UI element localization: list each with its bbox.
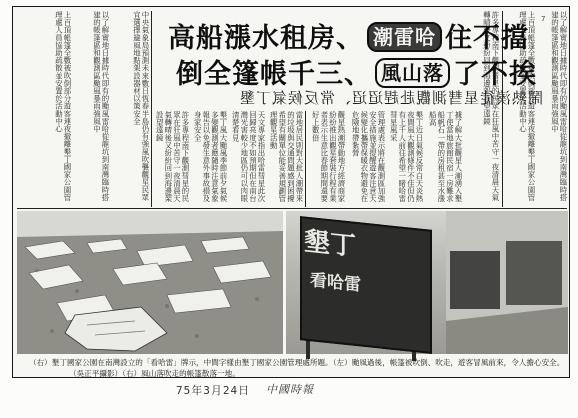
newspaper-name: 中國時報: [266, 383, 314, 396]
photo-caption: （右）墾丁國家公園在南灣設立的「看哈雷」牌示，中間字樣由墾丁國家公園管理處所題。（左）颱風過後，帳篷被吹倒、吹走，遊客冒風前來，令人擔心安全。: [29, 358, 565, 367]
body-column: 許多專程南下觀測彗星的民眾在狂風中苦守一夜清晨天氣轉晴後又紛紛回到海邊架設望遠鏡: [482, 11, 500, 201]
body-column: 中央氣象局預測未來數日恆春半島仍有強風吹襲觀星民眾宜選擇避風地點架設器材以策安全: [132, 11, 150, 201]
headline-text: 倒全篷帳千三、: [176, 59, 372, 90]
headline-highlight-box: 風山落: [375, 58, 450, 88]
body-column: 天文專家指出哈雷彗星此次回歸亮度不如預期但在南台灣光害較少地區仍可以肉眼清楚看見: [231, 111, 266, 203]
body-column: 以了解實地日據時代即有的颱風雷哈從龍坑到南灣臨時搭建的帳篷區和觀測區颱風暴雨強風中: [92, 11, 110, 201]
section-rule: [17, 208, 567, 209]
newspaper-clipping: [12, 6, 570, 378]
body-column: 上百頂帳篷全數被吹倒部分遊客連夜撤離墾丁國家公園管理處人員協助疏散並安置於活動中心: [518, 11, 536, 201]
photo-halley-sign: [286, 211, 568, 354]
body-column: 觀星熱潮帶動地方經濟商家紛紛推出觀星套裝行程有業者表示生意比春節期間還要好上數倍: [311, 111, 346, 203]
tents-illustration: [17, 211, 283, 354]
sign-text-line-1: 墾丁: [304, 226, 357, 263]
headline-text: 高船漲水租房、: [168, 23, 364, 54]
sign-background: [286, 211, 568, 354]
body-column: 當地居民則對大批人潮帶來的垃圾與交通問題感到困擾希望有關單位能妥善規劃管理觀星活動: [269, 111, 304, 203]
body-column: 墾丁風大颱風季節前夕氣候多變觀測者應隨時注意氣象報告以免發生意外事故損及身家安全: [193, 111, 228, 203]
photo-credit: （吳正平攝影）（右）風山落吹走的帳篷散落一地。: [69, 369, 240, 378]
clipping-date: 75年3月24日: [176, 384, 251, 397]
headline-highlight-box: 潮雷哈: [367, 22, 442, 52]
body-column: 據了解大批觀星人潮湧入墾丁使當地旅館民宿一房難求船帆石一帶的房租甚至水漲船高: [428, 111, 463, 203]
body-column: 上百頂帳篷全數被吹倒部分遊客連夜撤離墾丁國家公園管理處人員協助疏散並安置於活動中心: [54, 11, 72, 201]
column-rule: [151, 11, 152, 207]
headline-line-2: [176, 52, 537, 91]
subheadline: 鬧熱湊徒星彗測觀赴趕迢迢、常反候氣丁墾: [239, 89, 544, 107]
column-rule: [305, 111, 306, 207]
sign-text-line-2: 看哈雷: [310, 270, 361, 296]
photo-collapsed-tents: [17, 211, 283, 354]
body-column: 許多專程南下觀測彗星的民眾在狂風中苦守一夜清晨天氣轉晴後又紛紛回到海邊架設望遠鏡: [155, 111, 190, 203]
headline-text: 了不挨: [453, 59, 537, 90]
headline-text: 住不擋: [445, 23, 529, 54]
body-column: 以了解實地日據時代即有的颱風雷哈從龍坑到南灣臨時搭建的帳篷區和觀測區颱風暴雨強風中: [550, 11, 568, 201]
body-column: 管理處表示將在觀測區加強安全措施並提醒遊客注意天候變化攜帶保暖衣物避免在危險地帶紮營: [351, 111, 386, 203]
body-column: 墾丁近日氣候反常白天炎熱夜間風大觀測條件不佳但仍有上千人前往希望一睹哈雷彗星風采: [389, 111, 424, 203]
headline-line-1: [168, 16, 529, 55]
page-mark: 7: [541, 15, 546, 23]
